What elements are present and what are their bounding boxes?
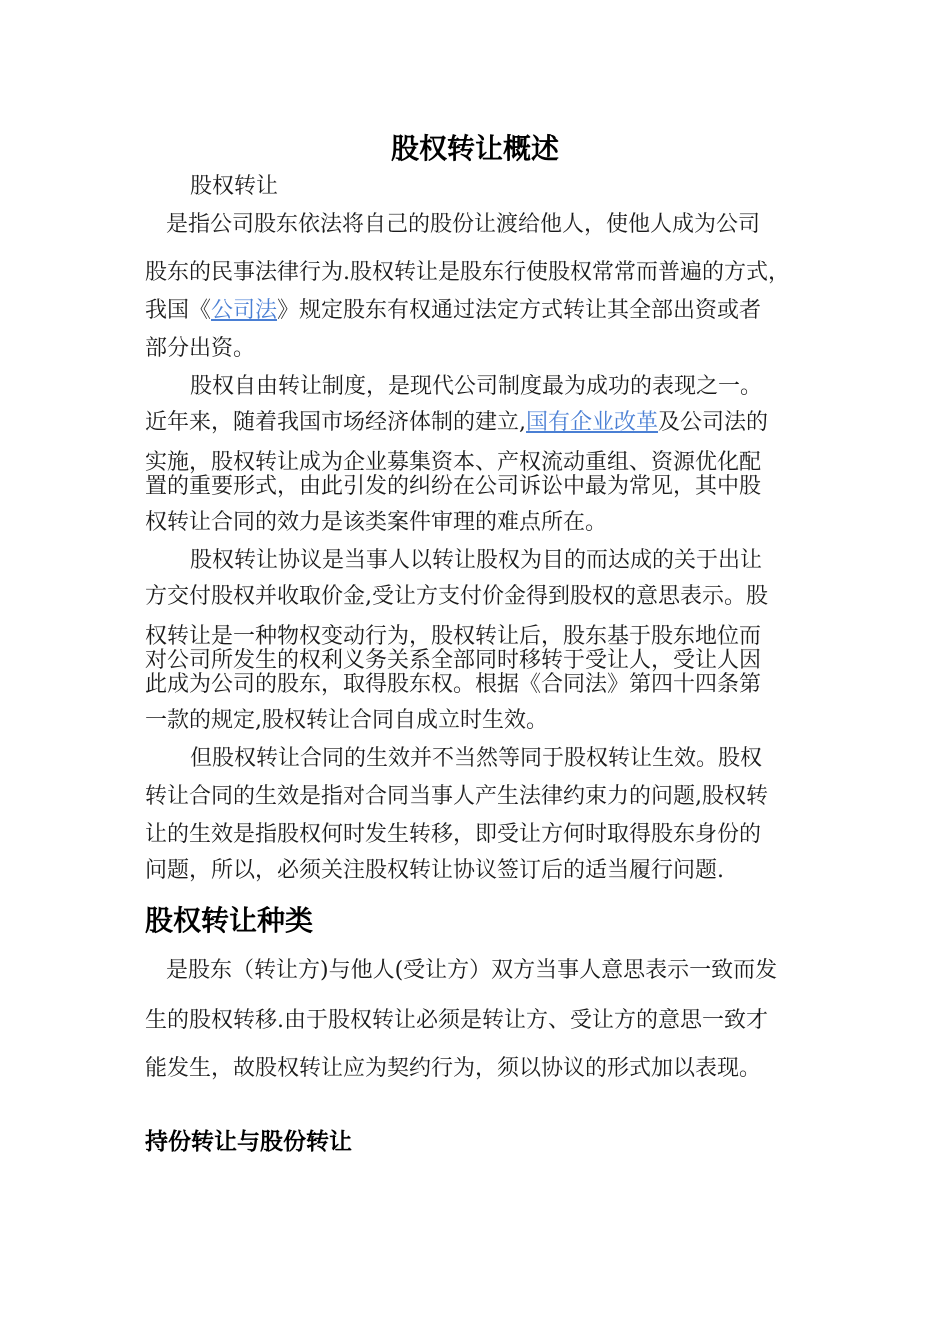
- paragraph-line: 权转让是一种物权变动行为，股权转让后，股东基于股东地位而: [145, 624, 762, 649]
- document-title: 股权转让概述: [390, 132, 559, 165]
- section-heading: 股权转让种类: [145, 904, 314, 937]
- paragraph-text: 及公司法的: [658, 410, 769, 435]
- paragraph-line: 生的股权转移.由于股权转让必须是转让方、受让方的意思一致才: [145, 1008, 768, 1033]
- paragraph-text: 我国《: [145, 298, 212, 323]
- paragraph-line: 让的生效是指股权何时发生转移，即受让方何时取得股东身份的: [145, 822, 762, 847]
- paragraph-line: 置的重要形式，由此引发的纠纷在公司诉讼中最为常见，其中股: [145, 474, 762, 499]
- paragraph-line: 是股东（转让方)与他人(受让方）双方当事人意思表示一致而发: [166, 958, 778, 983]
- soe-reform-link[interactable]: 国有企业改革: [526, 410, 659, 435]
- paragraph-line: 能发生，故股权转让应为契约行为，须以协议的形式加以表现。: [145, 1056, 762, 1081]
- paragraph-text: 近年来，随着我国市场经济体制的建立,: [145, 410, 526, 435]
- paragraph-line: 问题，所以，必须关注股权转让协议签订后的适当履行问题.: [145, 858, 724, 883]
- paragraph-line: 股权自由转让制度，是现代公司制度最为成功的表现之一。: [190, 374, 763, 399]
- paragraph-line: 转让合同的生效是指对合同当事人产生法律约束力的问题,股权转: [145, 784, 768, 809]
- paragraph-line: 此成为公司的股东，取得股东权。根据《合同法》第四十四条第: [145, 672, 762, 697]
- company-law-link[interactable]: 公司法: [211, 298, 278, 323]
- paragraph-line: 股东的民事法律行为.股权转让是股东行使股权常常而普遍的方式，: [145, 260, 790, 285]
- paragraph-line: 方交付股权并收取价金,受让方支付价金得到股权的意思表示。股: [145, 584, 768, 609]
- subsection-heading: 持份转让与股份转让: [145, 1129, 352, 1155]
- paragraph-line: 权转让合同的效力是该类案件审理的难点所在。: [145, 510, 608, 535]
- paragraph-line: 实施，股权转让成为企业募集资本、产权流动重组、资源优化配: [145, 450, 762, 475]
- paragraph-line: 对公司所发生的权利义务关系全部同时移转于受让人，受让人因: [145, 648, 762, 673]
- paragraph-line: 股权转让协议是当事人以转让股权为目的而达成的关于出让: [190, 548, 763, 573]
- paragraph-line: 是指公司股东依法将自己的股份让渡给他人，使他人成为公司: [166, 212, 761, 237]
- subtitle: 股权转让: [190, 174, 279, 199]
- paragraph-line: 部分出资。: [145, 336, 256, 361]
- paragraph-line: 但股权转让合同的生效并不当然等同于股权转让生效。股权: [190, 746, 763, 771]
- paragraph-line: [145, 298, 761, 324]
- paragraph-line: [145, 410, 768, 436]
- paragraph-line: 一款的规定,股权转让合同自成立时生效。: [145, 708, 548, 733]
- paragraph-text: 》规定股东有权通过法定方式转让其全部出资或者: [277, 298, 762, 323]
